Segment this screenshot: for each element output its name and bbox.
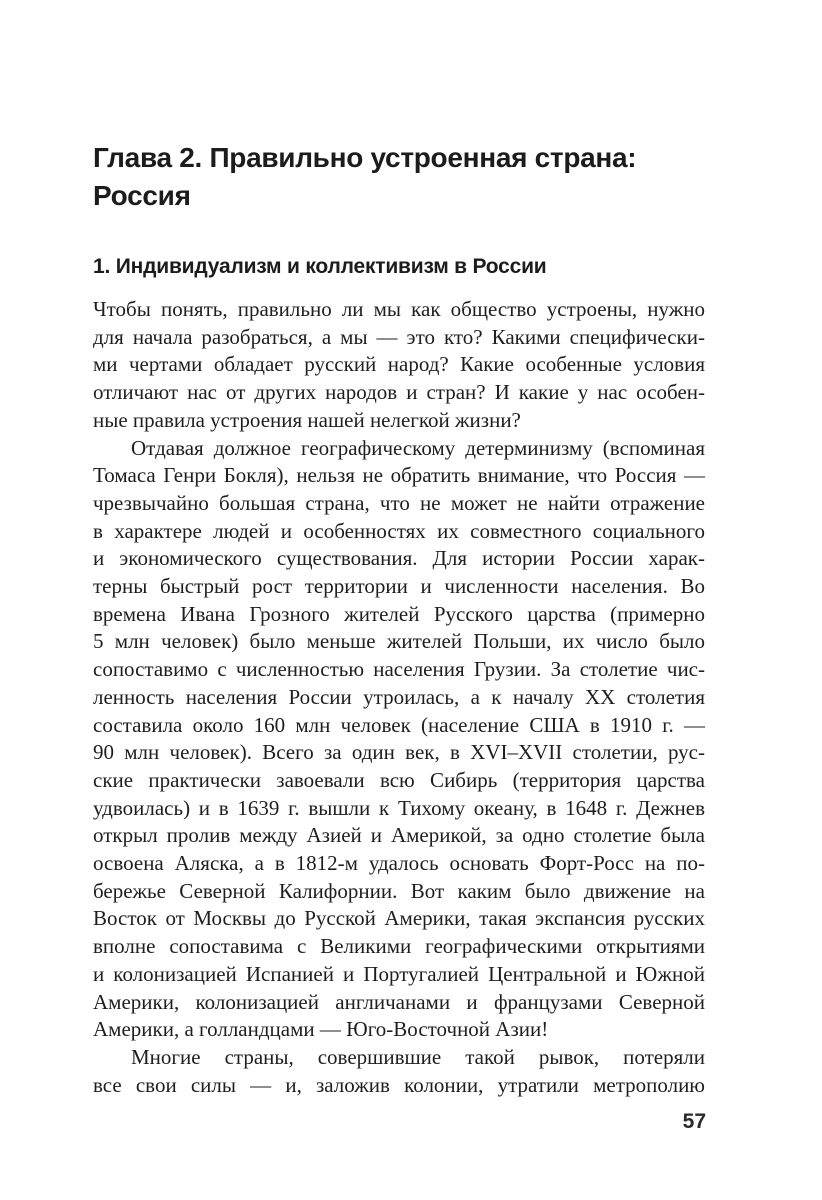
body-line: Восток от Москвы до Русской Америки, такая экспансия русских [93, 906, 705, 931]
body-line: удвоилась) и в 1639 г. вышли к Тихому океану, в 1648 г. Дежнев [93, 795, 705, 820]
page-number: 57 [682, 1110, 706, 1133]
body-line: бережье Северной Калифорнии. Вот каким было движение на [93, 878, 705, 903]
body-line: и экономического существования. Для истории России харак- [93, 546, 705, 571]
section-heading: 1. Индивидуализм и коллективизм в России [93, 255, 547, 278]
body-line: 5 млн человек) было меньше жителей Польши, их число было [93, 629, 705, 654]
body-line: открыл пролив между Азией и Америкой, за одно столетие была [93, 823, 705, 848]
paragraph [93, 1044, 705, 1099]
body-line: чрезвычайно большая страна, что не может не найти отражение [93, 490, 705, 515]
body-line: Америки, колонизацией англичанами и французами Северной [93, 989, 705, 1014]
body-text [93, 296, 705, 1099]
body-line: 90 млн человек). Всего за один век, в XVI–XVII столетии, рус- [93, 740, 705, 765]
body-line: ми чертами обладает русский народ? Какие особенные условия [93, 352, 705, 377]
body-line: ленность населения России утроилась, а к началу XX столетия [93, 684, 705, 709]
chapter-title-line: Глава 2. Правильно устроенная страна: [93, 142, 637, 173]
body-line: сопоставимо с численностью населения Грузии. За столетие чис- [93, 657, 705, 682]
paragraph [93, 296, 705, 435]
body-line: терны быстрый рост территории и численности населения. Во [93, 574, 705, 599]
chapter-title-line: Россия [93, 180, 191, 211]
body-line: все свои силы — и, заложив колонии, утратили метрополию [93, 1072, 705, 1097]
paragraph [93, 435, 705, 1044]
body-line: Томаса Генри Бокля), нельзя не обратить внимание, что Россия — [93, 463, 705, 488]
body-line: освоена Аляска, а в 1812-м удалось основать Форт-Росс на по- [93, 851, 705, 876]
body-line: Отдавая должное географическому детерминизму (вспоминая [131, 435, 705, 460]
body-line: Америки, а голландцами — Юго-Восточной Азии! [93, 1017, 549, 1042]
body-line: и колонизацией Испанией и Португалией Центральной и Южной [93, 961, 705, 986]
chapter-title [93, 139, 718, 215]
body-line: отличают нас от других народов и стран? И какие у нас особен- [93, 380, 705, 405]
body-line: ские практически завоевали всю Сибирь (территория царства [93, 767, 705, 792]
body-line: составила около 160 млн человек (население США в 1910 г. — [93, 712, 705, 737]
body-line: Чтобы понять, правильно ли мы как общество устроены, нужно [93, 297, 705, 321]
body-line: ные правила устроения нашей нелегкой жизни? [93, 407, 521, 432]
body-line: Многие страны, совершившие такой рывок, потеряли [131, 1044, 705, 1069]
body-line: вполне сопоставима с Великими географическими открытиями [93, 934, 705, 959]
body-line: для начала разобраться, а мы — это кто? Какими специфически- [93, 324, 705, 349]
body-line: времена Ивана Грозного жителей Русского царства (примерно [93, 601, 705, 626]
body-line: в характере людей и особенностях их совместного социального [93, 518, 705, 543]
